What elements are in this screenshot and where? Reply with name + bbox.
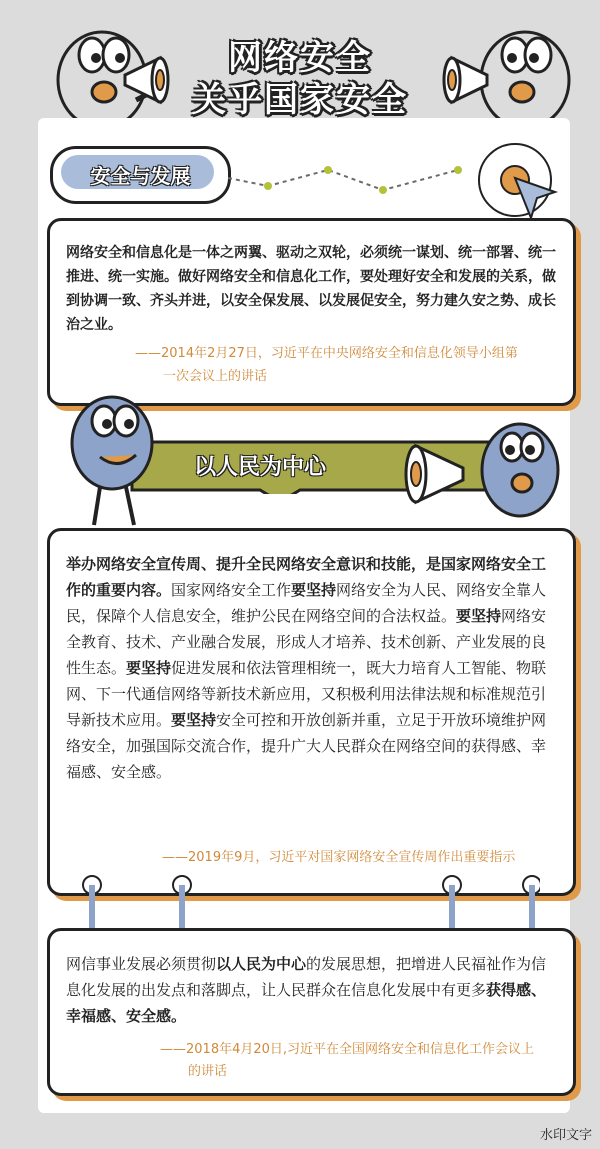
- section-3-quote-line-1: ——2018年4月20日,习近平在全国网络安全和信息化工作会议上: [160, 1042, 535, 1057]
- section-1-quote-line-1: ——2014年2月27日，习近平在中央网络安全和信息化领导小组第: [135, 346, 518, 361]
- megaphone-icon: [388, 440, 468, 510]
- section-3-card: [47, 928, 576, 1096]
- watermark: 水印文字: [539, 1128, 592, 1143]
- dotted-path-icon: [228, 160, 488, 200]
- section-tag-security-development: [50, 146, 231, 204]
- section-1-body: 网络安全和信息化是一体之两翼、驱动之双轮，必须统一谋划、统一部署、统一推进、统一实施。做好网络安全和信息化工作，要处理好安全和发展的关系，做到协调一致、齐头并进，以安全保发展、以发展促安全，努力建久安之势、成长治之业。: [66, 245, 556, 333]
- megaphone-right-icon: [432, 50, 492, 110]
- section-tag-label: 安全与发展: [90, 164, 191, 188]
- character-right-icon: [470, 415, 570, 535]
- section-3-body: 网信事业发展必须贯彻以人民为中心的发展思想，把增进人民福祉作为信息化发展的出发点和落脚点，让人民群众在信息化发展中有更多获得感、幸福感、安全感。: [66, 955, 547, 1025]
- section-2-quote: ——2019年9月，习近平对国家网络安全宣传周作出重要指示: [162, 850, 516, 865]
- target-cursor-icon: [475, 140, 565, 230]
- section-tag-label: 以人民为中心: [193, 455, 326, 480]
- title-line-1: 网络安全: [228, 38, 372, 78]
- section-2-body: 举办网络安全宣传周、提升全民网络安全意识和技能，是国家网络安全工作的重要内容。国家网络安全工作要坚持网络安全为人民、网络安全靠人民，保障个人信息安全，维护公民在网络空间的合法权益。要坚持网络安全教育、技术、产业融合发展，形成人才培养、技术创新、产业发展的良性生态。要坚持促进发展和依法管理相统一，既大力培育人工智能、物联网、下一代通信网络等新技术新应用，又积极利用法律法规和标准规范引导新技术应用。要坚持安全可控和开放创新并重，立足于开放环境维护网络安全，加强国际交流合作，提升广大人民群众在网络空间的获得感、幸福感、安全感。: [66, 555, 547, 781]
- section-2-card: [47, 528, 576, 896]
- section-2-lead: 举办网络安全宣传周、提升全民网络安全意识和技能，是国家网络安全工作的重要内容。: [66, 555, 547, 599]
- section-1-quote-line-2: 一次会议上的讲话: [163, 369, 268, 384]
- title-line-2: 关乎国家安全: [192, 80, 408, 120]
- character-left-icon: [60, 385, 170, 535]
- section-1-card: [47, 218, 576, 406]
- section-3-quote-line-2: 的讲话: [188, 1064, 228, 1079]
